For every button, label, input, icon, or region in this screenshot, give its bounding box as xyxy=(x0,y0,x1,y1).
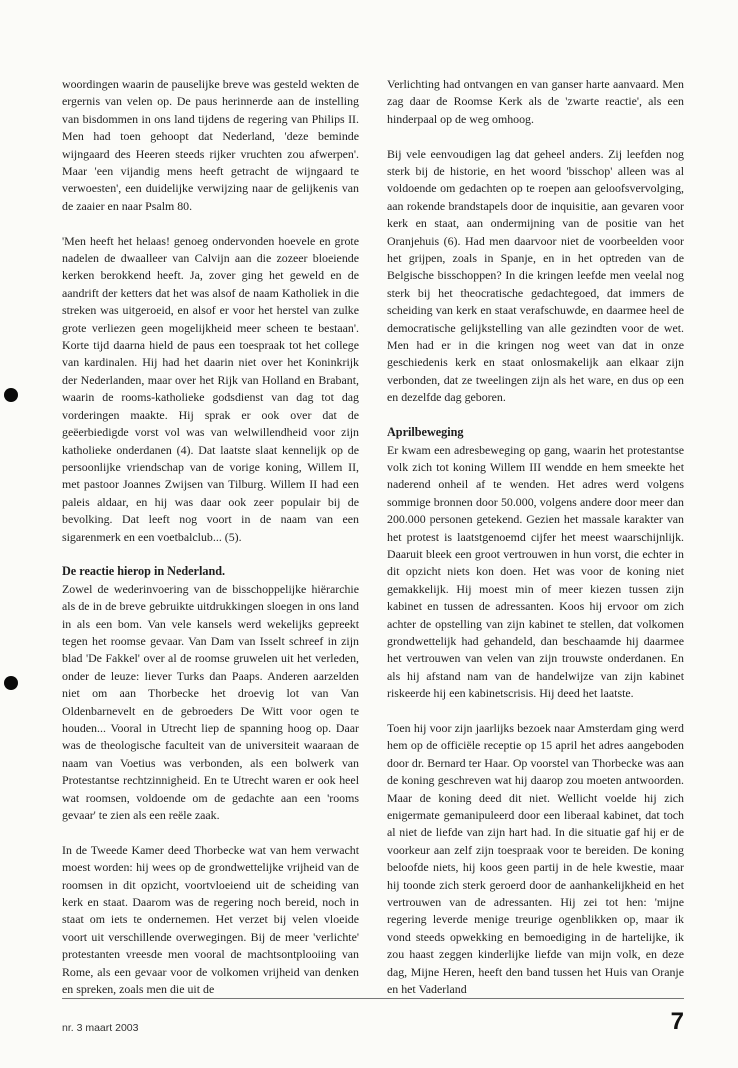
left-paragraph-4: In de Tweede Kamer deed Thorbecke wat van hem verwacht moest worden: hij wees op de grondwettelijke vrijheid van de roomsen in dit opzicht, voortvloeiend uit de scheiding van kerk en staat. Daarom was de regering noch bereid, noch in staat om iets te ondernemen. Het verzet bij velen vloeide voort uit verschillende overwegingen. Bij de meer 'verlichte' protestanten vreesde men vooral de machtsontplooiing van Rome, als een gevaar voor de volkomen vrijheid van denken en spreken, zoals men die uit de xyxy=(62,842,359,997)
section-heading-aprilbeweging: Aprilbeweging xyxy=(387,425,464,440)
left-paragraph-1: woordingen waarin de pauselijke breve was gesteld wekten de ergernis van velen op. De paus herinnerde aan de instelling van bisdommen in ons land tijdens de regering van Philips II. Men had toen gehoopt dat Nederland, 'deze beminde wijngaard des Heeren steeds rijker vruchten zou afwerpen'. Maar 'een vijandig mens heeft getracht de wijngaard te verwoesten', een duidelijke verwijzing naar de gelijkenis van de zaaier en naar Psalm 80. xyxy=(62,77,359,213)
page-number: 7 xyxy=(670,1008,684,1035)
right-paragraph-3: Er kwam een adresbeweging op gang, waarin het protestantse volk zich tot koning Willem III wendde en hem smeekte het naderend onheil af te wenden. Het adres werd volgens sommige bronnen door 50.000, volgens andere door meer dan 200.000 personen getekend. Gezien het massale karakter van het protest is laatstgenoemd cijfer het meest waarschijnlijk. Daaruit bleek een groot vertrouwen in hun vorst, die echter in dit opzicht niets kon doen. Het was voor de koning niet gemakkelijk. Hij moest min of meer kiezen tussen zijn kabinet en tussen de adressanten. Koos hij ervoor om zich achter de opstelling van zijn kabinet te stellen, dat volkomen grondwettelijk had gehandeld, dan beschaamde hij daarmee het vertrouwen van velen van zijn trouwste onderdanen. En als hij afstand nam van de handelwijze van zijn kabinet riskeerde hij een kabinetscrisis. Hij deed het laatste. xyxy=(387,442,684,701)
binder-hole-top xyxy=(4,388,18,402)
left-paragraph-2: 'Men heeft het helaas! genoeg ondervonden hoevele en grote nadelen de dwaalleer van Calvijn aan die zozeer bloeiende kerken berokkend heeft. Ja, zover ging het geweld en de aandrift der ketters dat het was alsof de naam Katholiek in die streken was uitgeroeid, en alsof er voor het herstel van zulke grote verliezen geen mogelijkheid meer scheen te bestaan'. Korte tijd daarna hield de paus een toespraak tot het college van kardinalen. Hij had het daarin niet over het Koninkrijk der Nederlanden, maar over het Rijk van Holland en Brabant, waarin de rooms-katholieke godsdienst van dag tot dag vorderingen maakte. Hij sprak er ook over dat de geëerbiedigde vorst vol was van welwillendheid voor zijn katholieke onderdanen (4). Dat laatste slaat kennelijk op de persoonlijke vriendschap van de vorige koning, Willem II, met pastoor Joannes Zwijsen van Tilburg. Willem II had een paleis aldaar, en hij was daar ook zeer populair bij de bevolking. Dat leeft nog voort in de naam van een sigarenmerk en een voetbalclub... (5). xyxy=(62,233,359,544)
footer-divider xyxy=(62,998,684,999)
footer-issue: nr. 3 maart 2003 xyxy=(62,1022,139,1034)
left-paragraph-3: Zowel de wederinvoering van de bisschoppelijke hiërarchie als de in de breve gebruikte uitdrukkingen sloegen in ons land in als een bom. Van vele kansels werd wekelijks gepreekt tegen het roomse gevaar. Van Dam van Isselt schreef in zijn blad 'De Fakkel' over al de roomse gruwelen uit het verleden, onder de leuze: liever Turks dan Paaps. Anderen aarzelden niet om aan Thorbecke het droevig lot van Van Oldenbarnevelt en de gebroeders De Witt voor ogen te houden... Vooral in Utrecht liep de spanning hoog op. Daar was de theologische faculteit van de universiteit waaraan de naam van Voetius was verbonden, als een bolwerk van Protestantse rechtzinnigheid. En te Utrecht waren er ook heel wat roomsen, voldoende om de gedachte aan een 'rooms gevaar' te zien als een reële zaak. xyxy=(62,581,359,823)
right-column xyxy=(387,76,684,998)
right-paragraph-2: Bij vele eenvoudigen lag dat geheel anders. Zij leefden nog sterk bij de historie, en het woord 'bisschop' alleen was al voldoende om gedachten op te roepen aan geloofsvervolging, aan rokende brandstapels door de inquisitie, aan gevaren voor kerk en staat, aan ondermijning van de positie van het Oranjehuis (6). Had men daarvoor niet de voorbeelden voor het grijpen, zoals in Spanje, en in het optreden van de Belgische bisschoppen? In die kringen leefde men veelal nog sterk bij het theocratische gedachtegoed, dat immers de scheiding van kerk en staat verafschuwde, en daarmee heel de democratische gelijkstelling van alle gezindten voor de wet. Men had er in die kringen nog weet van dat in onze geschiedenis kerk en staat onlosmakelijk aan elkaar zijn verbonden, dat ze tweelingen zijn als het ware, en dus op een en dezelfde dag geboren. xyxy=(387,146,684,405)
left-column xyxy=(62,76,359,998)
section-heading-reactie: De reactie hierop in Nederland. xyxy=(62,564,226,579)
binder-hole-bottom xyxy=(4,676,18,690)
right-paragraph-4: Toen hij voor zijn jaarlijks bezoek naar Amsterdam ging werd hem op de officiële receptie op 15 april het adres aangeboden door dr. Bernard ter Haar. Op voorstel van Thorbecke was aan de koning geschreven wat hij daarop zou moeten antwoorden. Maar de koning deed dit niet. Wellicht voelde hij zich enigermate gemanipuleerd door een liberaal kabinet, dat toch al niet de liefde van zijn hart had. In die situatie gaf hij er de voorkeur aan zelf zijn toespraak voor te bereiden. De koning beloofde niets, hij koos geen partij in de hele kwestie, maar hij toonde zich sterk geroerd door de aanhankelijkheid en het vertrouwen van de adressanten. Hij zei tot hen: 'mijne regering leverde menige treurige ogenblikken op, maar ik vond steeds opwekking en bemoediging in de hartelijke, ik zou haast zeggen kinderlijke liefde van mijn volk, en deze dag, Mijne Heren, heeft den band tussen het Huis van Oranje en het Vaderland xyxy=(387,720,684,997)
right-paragraph-1: Verlichting had ontvangen en van ganser harte aanvaard. Men zag daar de Roomse Kerk als de 'zwarte reactie', als een hinderpaal op de weg omhoog. xyxy=(387,77,684,126)
